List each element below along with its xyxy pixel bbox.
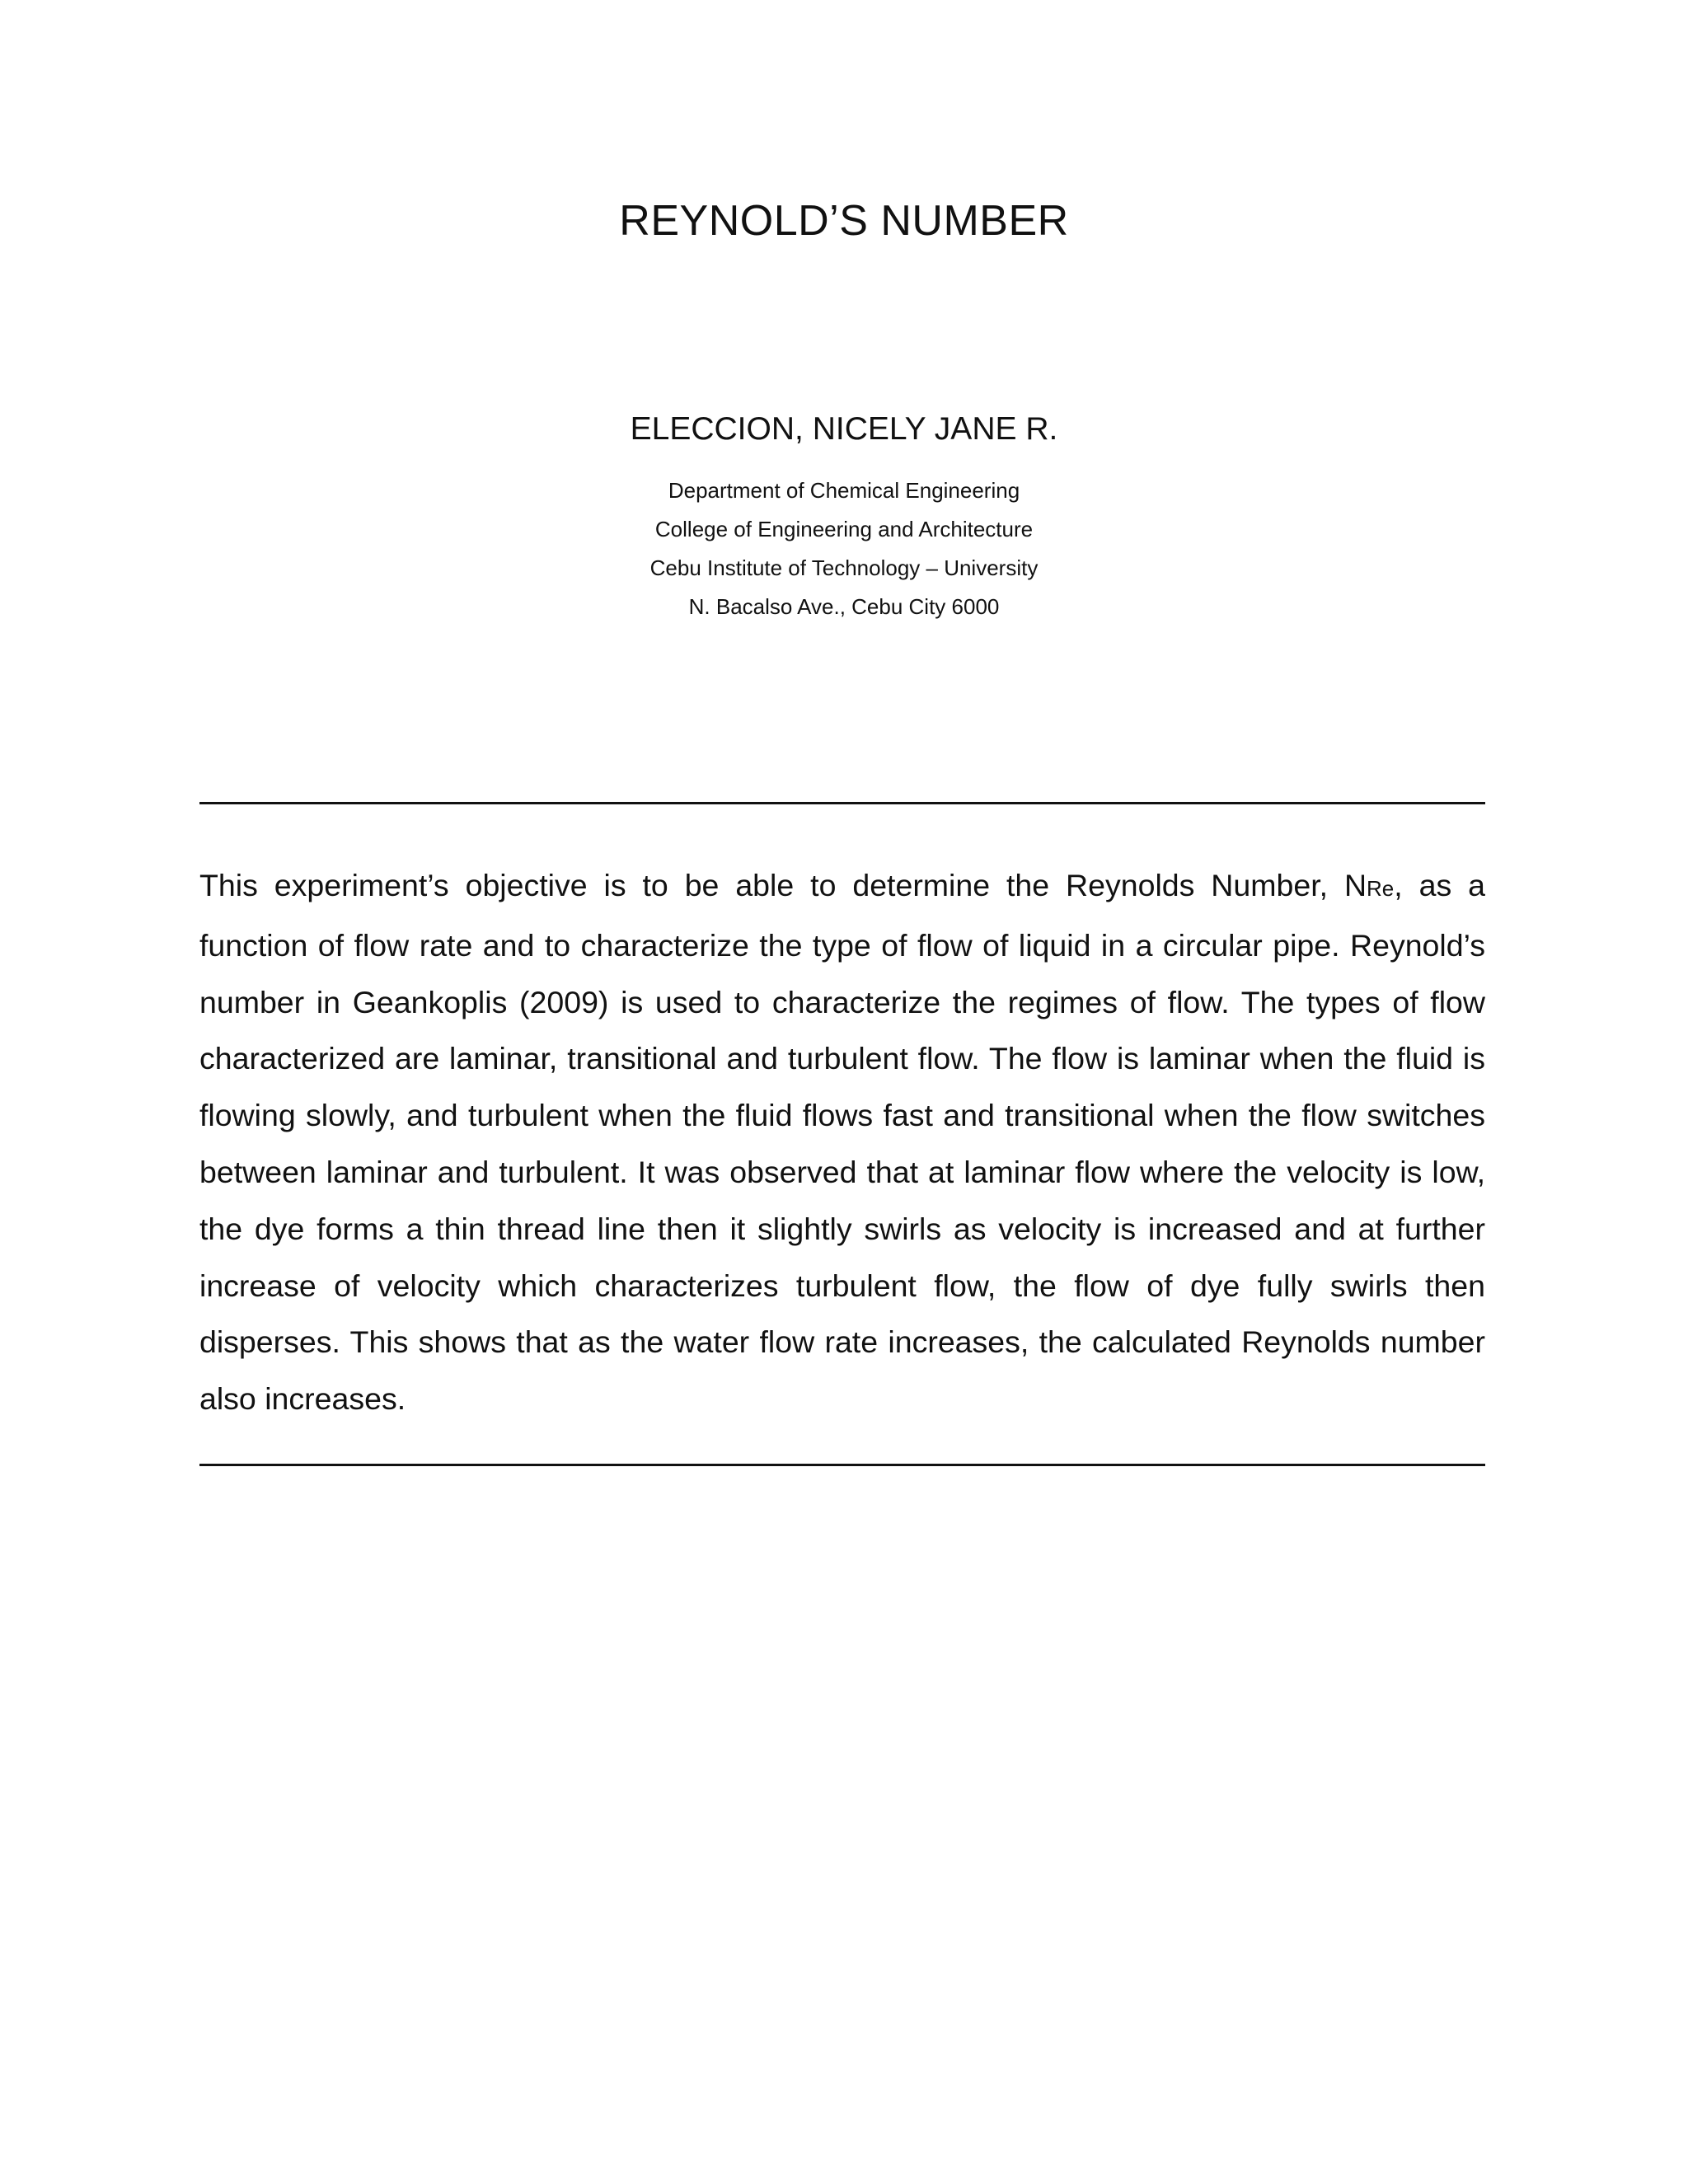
abstract-text-start: This experiment’s objective is to be able to determine the Reynolds Number, N [199,868,1367,902]
abstract-bottom-rule [199,1464,1485,1466]
reynolds-subscript: Re [1367,876,1395,901]
author-name: ELECCION, NICELY JANE R. [630,411,1058,447]
abstract-text-rest: , as a function of flow rate and to characterize the type of flow of liquid in a circular pipe. Reynold’s number in Geankoplis (2009) is used to characterize the regimes of flow. The types of flow characterized are laminar, transitional and turbulent flow. The flow is laminar when the fluid is flowing slowly, and turbulent when the fluid flows fast and transitional when the flow switches between laminar and turbulent. It was observed that at laminar flow where the velocity is low, the dye forms a thin thread line then it slightly swirls as velocity is increased and at further increase of velocity which characterizes turbulent flow, the flow of dye fully swirls then disperses. This shows that as the water flow rate increases, the calculated Reynolds number also increases. [199,868,1485,1417]
author-affiliation [0,471,1688,626]
affiliation-college: College of Engineering and Architecture [654,517,1034,541]
paper-title: REYNOLD’S NUMBER [619,197,1069,245]
affiliation-address: N. Bacalso Ave., Cebu City 6000 [688,594,1000,619]
abstract-top-rule [199,802,1485,804]
abstract-paragraph [199,857,1485,1427]
affiliation-institution: Cebu Institute of Technology – University [649,555,1039,580]
affiliation-department: Department of Chemical Engineering [668,478,1020,503]
